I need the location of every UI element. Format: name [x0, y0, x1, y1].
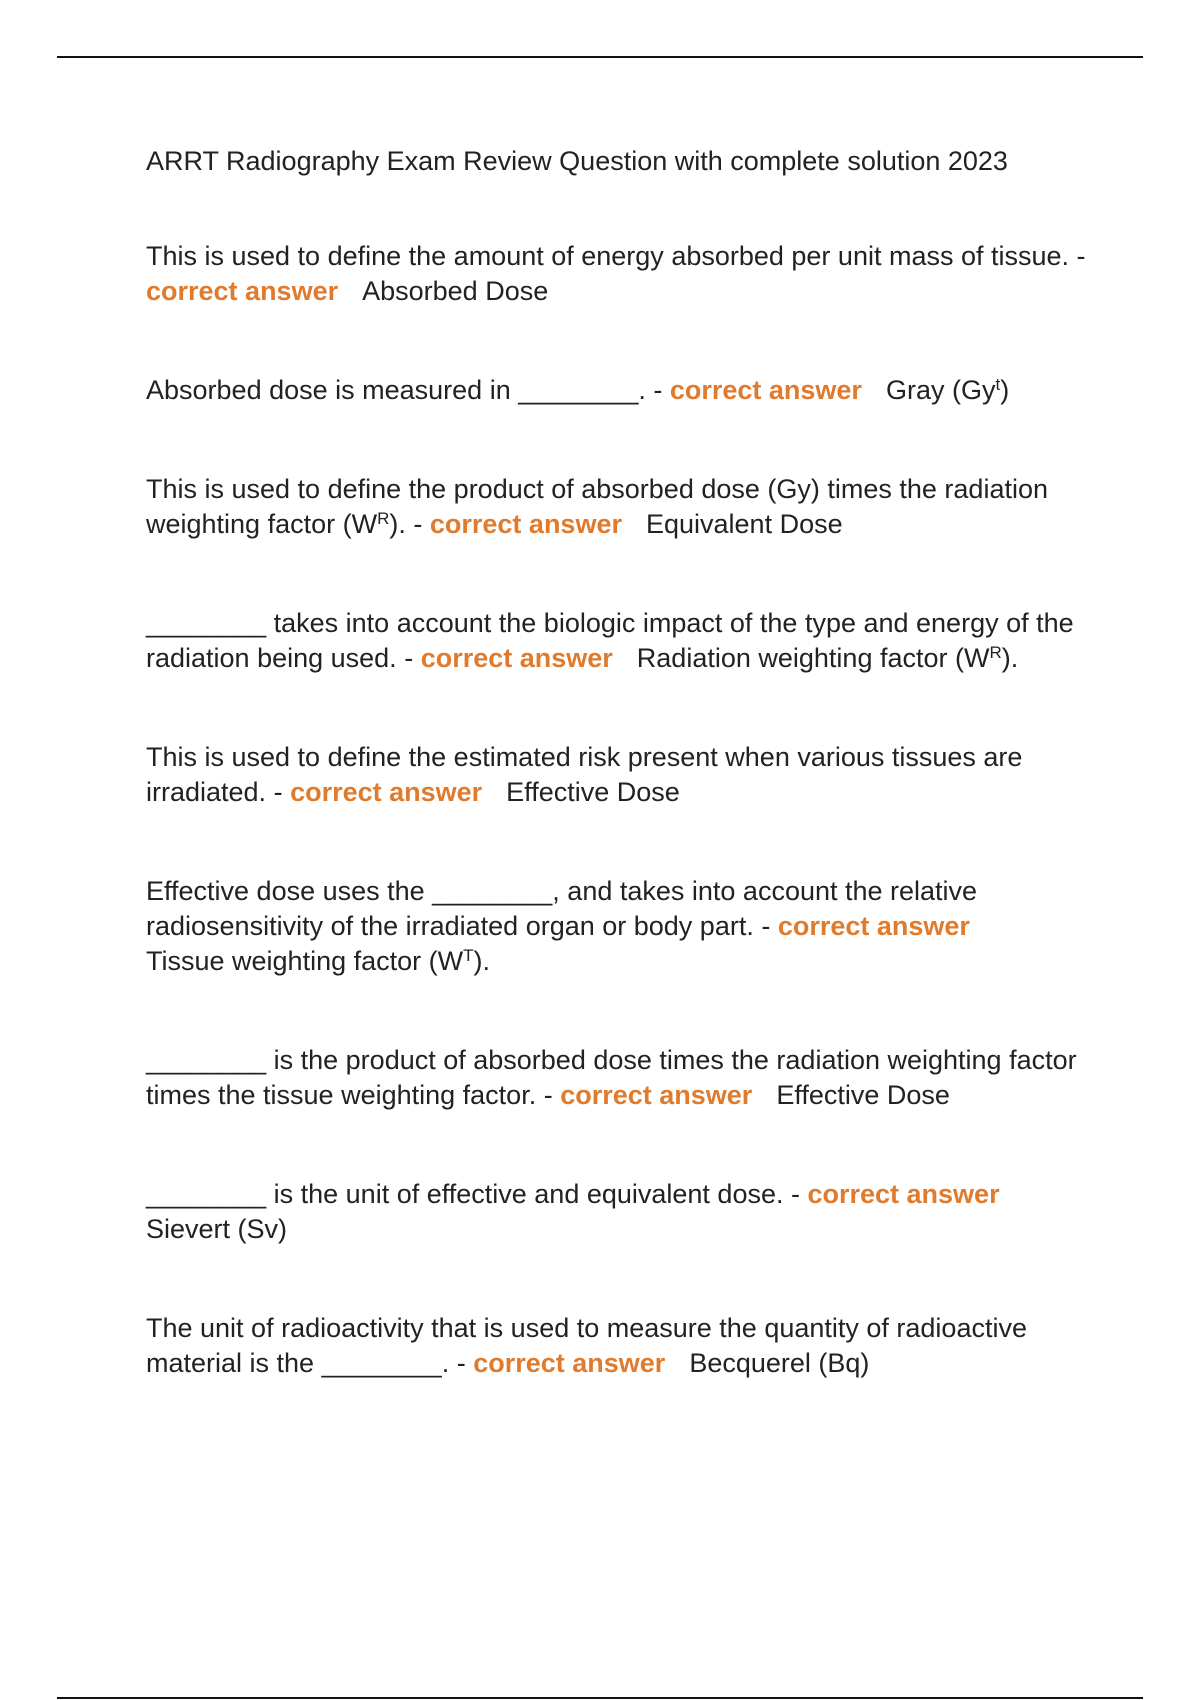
superscript: R	[989, 643, 1002, 662]
correct-answer-label: correct answer	[777, 911, 970, 941]
answer-text: Sievert (Sv)	[146, 1214, 288, 1244]
question-text-main: This is used to define the product of absorbed dose (Gy) times the radiation weighting factor (W	[146, 474, 1048, 539]
question-text: ________ takes into account the biologic impact of the type and energy of the radiation being used. -	[146, 608, 1074, 673]
answer-text-main: Tissue weighting factor (W	[146, 946, 464, 976]
answer-text: Equivalent Dose	[645, 509, 843, 539]
qa-item	[146, 874, 1096, 979]
answer-text-main: Gray (Gy	[885, 375, 996, 405]
correct-answer-label: correct answer	[429, 509, 622, 539]
question-text: The unit of radioactivity that is used to measure the quantity of radioactive material is the ________. -	[146, 1313, 1027, 1378]
answer-text	[637, 643, 1018, 673]
answer-text: Absorbed Dose	[362, 276, 549, 306]
qa-item	[146, 1311, 1096, 1381]
correct-answer-label: correct answer	[290, 777, 483, 807]
answer-text-end: ).	[1001, 643, 1019, 673]
question-text: Effective dose uses the ________, and takes into account the relative radiosensitivity of the irradiated organ or body part. -	[146, 876, 978, 941]
qa-item	[146, 606, 1096, 676]
qa-item	[146, 373, 1096, 408]
answer-text: Effective Dose	[776, 1080, 950, 1110]
superscript: t	[995, 375, 1001, 394]
question-text: Absorbed dose is measured in ________. -	[146, 375, 670, 405]
question-text: This is used to define the amount of energy absorbed per unit mass of tissue. -	[146, 241, 1086, 271]
correct-answer-label: correct answer	[146, 276, 339, 306]
answer-text-main: Radiation weighting factor (W	[636, 643, 990, 673]
qa-item	[146, 239, 1096, 309]
top-rule	[57, 56, 1143, 58]
superscript: R	[377, 509, 390, 528]
answer-text: Becquerel (Bq)	[689, 1348, 870, 1378]
qa-item	[146, 1043, 1096, 1113]
superscript: T	[463, 946, 474, 965]
qa-item	[146, 472, 1096, 542]
answer-text-end: )	[1000, 375, 1010, 405]
correct-answer-label: correct answer	[669, 375, 862, 405]
question-text: ________ is the product of absorbed dose times the radiation weighting factor times the tissue weighting factor. -	[146, 1045, 1077, 1110]
page-content	[146, 143, 1096, 1445]
answer-text-end: ).	[473, 946, 490, 976]
correct-answer-label: correct answer	[560, 1080, 753, 1110]
qa-item	[146, 1177, 1096, 1247]
answer-text	[146, 946, 490, 976]
question-text-end: ). -	[389, 509, 430, 539]
question-text: This is used to define the estimated risk present when various tissues are irradiated. -	[146, 742, 1023, 807]
document-title: ARRT Radiography Exam Review Question with complete solution 2023	[146, 146, 1008, 176]
bottom-rule	[57, 1697, 1143, 1699]
correct-answer-label: correct answer	[420, 643, 613, 673]
correct-answer-label: correct answer	[473, 1348, 666, 1378]
answer-text	[886, 375, 1009, 405]
question-text: ________ is the unit of effective and equivalent dose. -	[146, 1179, 808, 1209]
answer-text: Effective Dose	[506, 777, 680, 807]
qa-item	[146, 740, 1096, 810]
correct-answer-label: correct answer	[807, 1179, 1000, 1209]
